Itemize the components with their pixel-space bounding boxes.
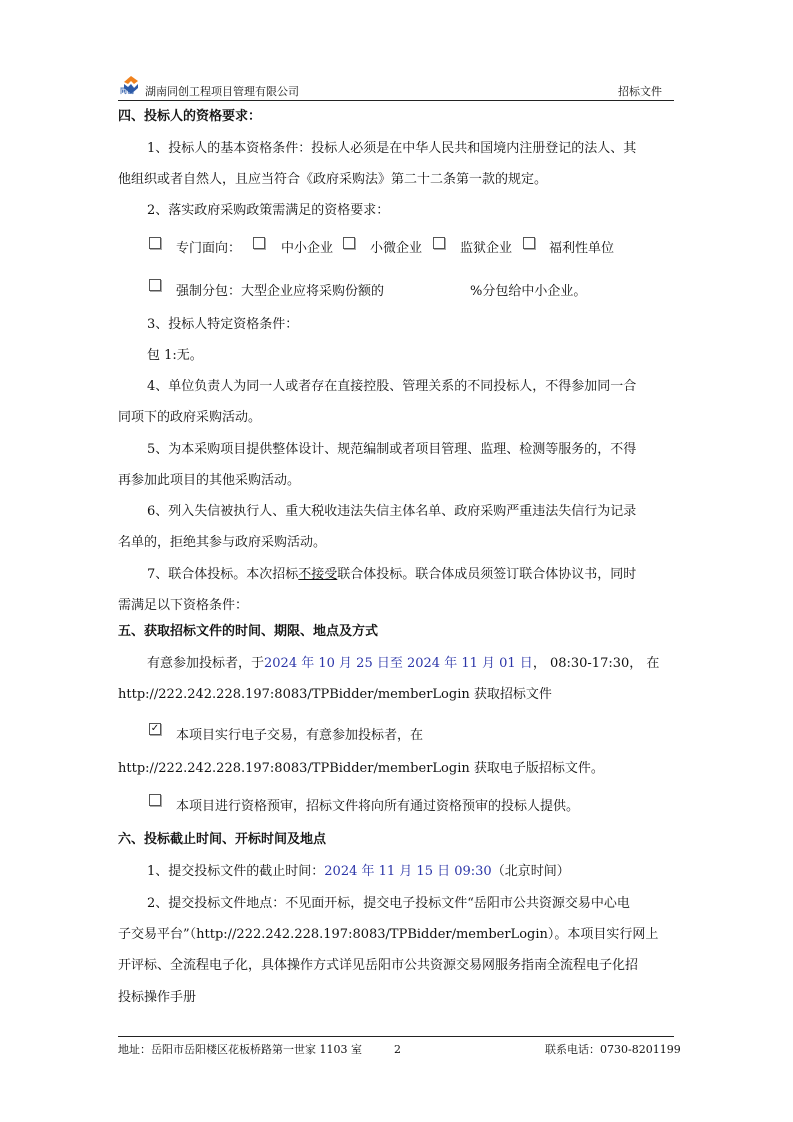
check-icon: ✓ bbox=[150, 723, 160, 734]
checkbox-forced-subcontract[interactable] bbox=[149, 279, 161, 291]
prison-label: 监狱企业 bbox=[460, 241, 513, 256]
sec4-p7-line2: 需满足以下资格条件： bbox=[118, 598, 249, 613]
page-number: 2 bbox=[394, 1043, 401, 1056]
p7-text-a: 7、联合体投标。本次招标 bbox=[147, 567, 299, 582]
checkbox-welfare[interactable] bbox=[523, 237, 535, 249]
sec4-p6-line2: 名单的，拒绝其参与政府采购活动。 bbox=[118, 535, 327, 550]
prequal-option-text: 本项目进行资格预审，招标文件将向所有通过资格预审的投标人提供。 bbox=[176, 799, 580, 814]
section-6-title: 六、投标截止时间、开标时间及地点 bbox=[118, 832, 327, 847]
sec4-p3: 3、投标人特定资格条件： bbox=[147, 317, 299, 332]
checkbox-dedicated[interactable] bbox=[149, 237, 161, 249]
electronic-option-text: 本项目实行电子交易，有意参加投标者，在 bbox=[176, 728, 424, 743]
logo-caption: 同创 bbox=[120, 86, 134, 95]
sec6-p1 bbox=[147, 864, 570, 880]
section-4-title: 四、投标人的资格要求： bbox=[118, 109, 262, 124]
electronic-option-url: http://222.242.228.197:8083/TPBidder/memberLogin 获取电子版招标文件。 bbox=[118, 761, 604, 776]
welfare-label: 福利性单位 bbox=[549, 241, 615, 256]
sme-label: 中小企业 bbox=[281, 241, 334, 256]
checkbox-micro[interactable] bbox=[343, 237, 355, 249]
micro-label: 小微企业 bbox=[370, 241, 423, 256]
sec6-p2-line2: 子交易平台”（http://222.242.228.197:8083/TPBidder/memberLogin）。本项目实行网上 bbox=[118, 927, 659, 942]
dedicated-label: 专门面向： bbox=[176, 241, 242, 256]
sec6-p2-line1: 2、提交投标文件地点：不见面开标，提交电子投标文件“岳阳市公共资源交易中心电 bbox=[147, 896, 630, 911]
forced-subcontract-text-b: %分包给中小企业。 bbox=[470, 284, 587, 299]
sec4-p4-line2: 同项下的政府采购活动。 bbox=[118, 410, 262, 425]
sec4-p5-line1: 5、为本采购项目提供整体设计、规范编制或者项目管理、监理、检测等服务的，不得 bbox=[147, 442, 637, 457]
header-rule bbox=[118, 100, 674, 101]
header-doc-type: 招标文件 bbox=[618, 85, 662, 98]
sec4-p5-line2: 再参加此项目的其他采购活动。 bbox=[118, 473, 301, 488]
sec4-p2: 2、落实政府采购政策需满足的资格要求： bbox=[147, 203, 390, 218]
sec4-p3-package: 包 1:无。 bbox=[147, 348, 203, 363]
sec6-p1-b: （北京时间） bbox=[491, 864, 570, 879]
sec4-p1-line1: 1、投标人的基本资格条件：投标人必须是在中华人民共和国境内注册登记的法人、其 bbox=[147, 141, 637, 156]
sec6-p1-a: 1、提交投标文件的截止时间： bbox=[147, 864, 325, 879]
checkbox-electronic[interactable] bbox=[149, 723, 161, 735]
sec5-line1 bbox=[147, 656, 659, 672]
sec4-p7-line1 bbox=[147, 567, 636, 583]
sec6-deadline: 2024 年 11 月 15 日 09:30 bbox=[324, 864, 492, 879]
sec6-p2-line4: 投标操作手册 bbox=[118, 990, 197, 1005]
checkbox-prison[interactable] bbox=[433, 237, 445, 249]
p7-not-accepted: 不接受 bbox=[298, 567, 338, 582]
sec4-p1-line2: 他组织或者自然人，且应当符合《政府采购法》第二十二条第一款的规定。 bbox=[118, 172, 548, 187]
section-5-title: 五、获取招标文件的时间、期限、地点及方式 bbox=[118, 624, 379, 639]
sec5-line1-a: 有意参加投标者，于 bbox=[147, 656, 265, 671]
sec5-line2: http://222.242.228.197:8083/TPBidder/memberLogin 获取招标文件 bbox=[118, 687, 552, 702]
sec5-date-range: 2024 年 10 月 25 日至 2024 年 11 月 01 日 bbox=[264, 656, 533, 671]
sec5-line1-b: ， 08:30-17:30， 在 bbox=[532, 656, 660, 671]
checkbox-prequal[interactable] bbox=[149, 794, 161, 806]
footer-phone: 联系电话：0730-8201199 bbox=[545, 1043, 681, 1056]
p7-text-b: 联合体投标。联合体成员须签订联合体协议书，同时 bbox=[337, 567, 637, 582]
header-company: 湖南同创工程项目管理有限公司 bbox=[145, 85, 299, 98]
sec6-p2-line3: 开评标、全流程电子化，具体操作方式详见岳阳市公共资源交易网服务指南全流程电子化招 bbox=[118, 958, 639, 973]
checkbox-sme[interactable] bbox=[253, 237, 265, 249]
footer-rule bbox=[118, 1036, 674, 1037]
sec4-p4-line1: 4、单位负责人为同一人或者存在直接控股、管理关系的不同投标人，不得参加同一合 bbox=[147, 379, 637, 394]
footer-address: 地址：岳阳市岳阳楼区花板桥路第一世家 1103 室 bbox=[118, 1043, 362, 1056]
sec4-p6-line1: 6、列入失信被执行人、重大税收违法失信主体名单、政府采购严重违法失信行为记录 bbox=[147, 504, 637, 519]
forced-subcontract-text-a: 强制分包：大型企业应将采购份额的 bbox=[176, 284, 385, 299]
